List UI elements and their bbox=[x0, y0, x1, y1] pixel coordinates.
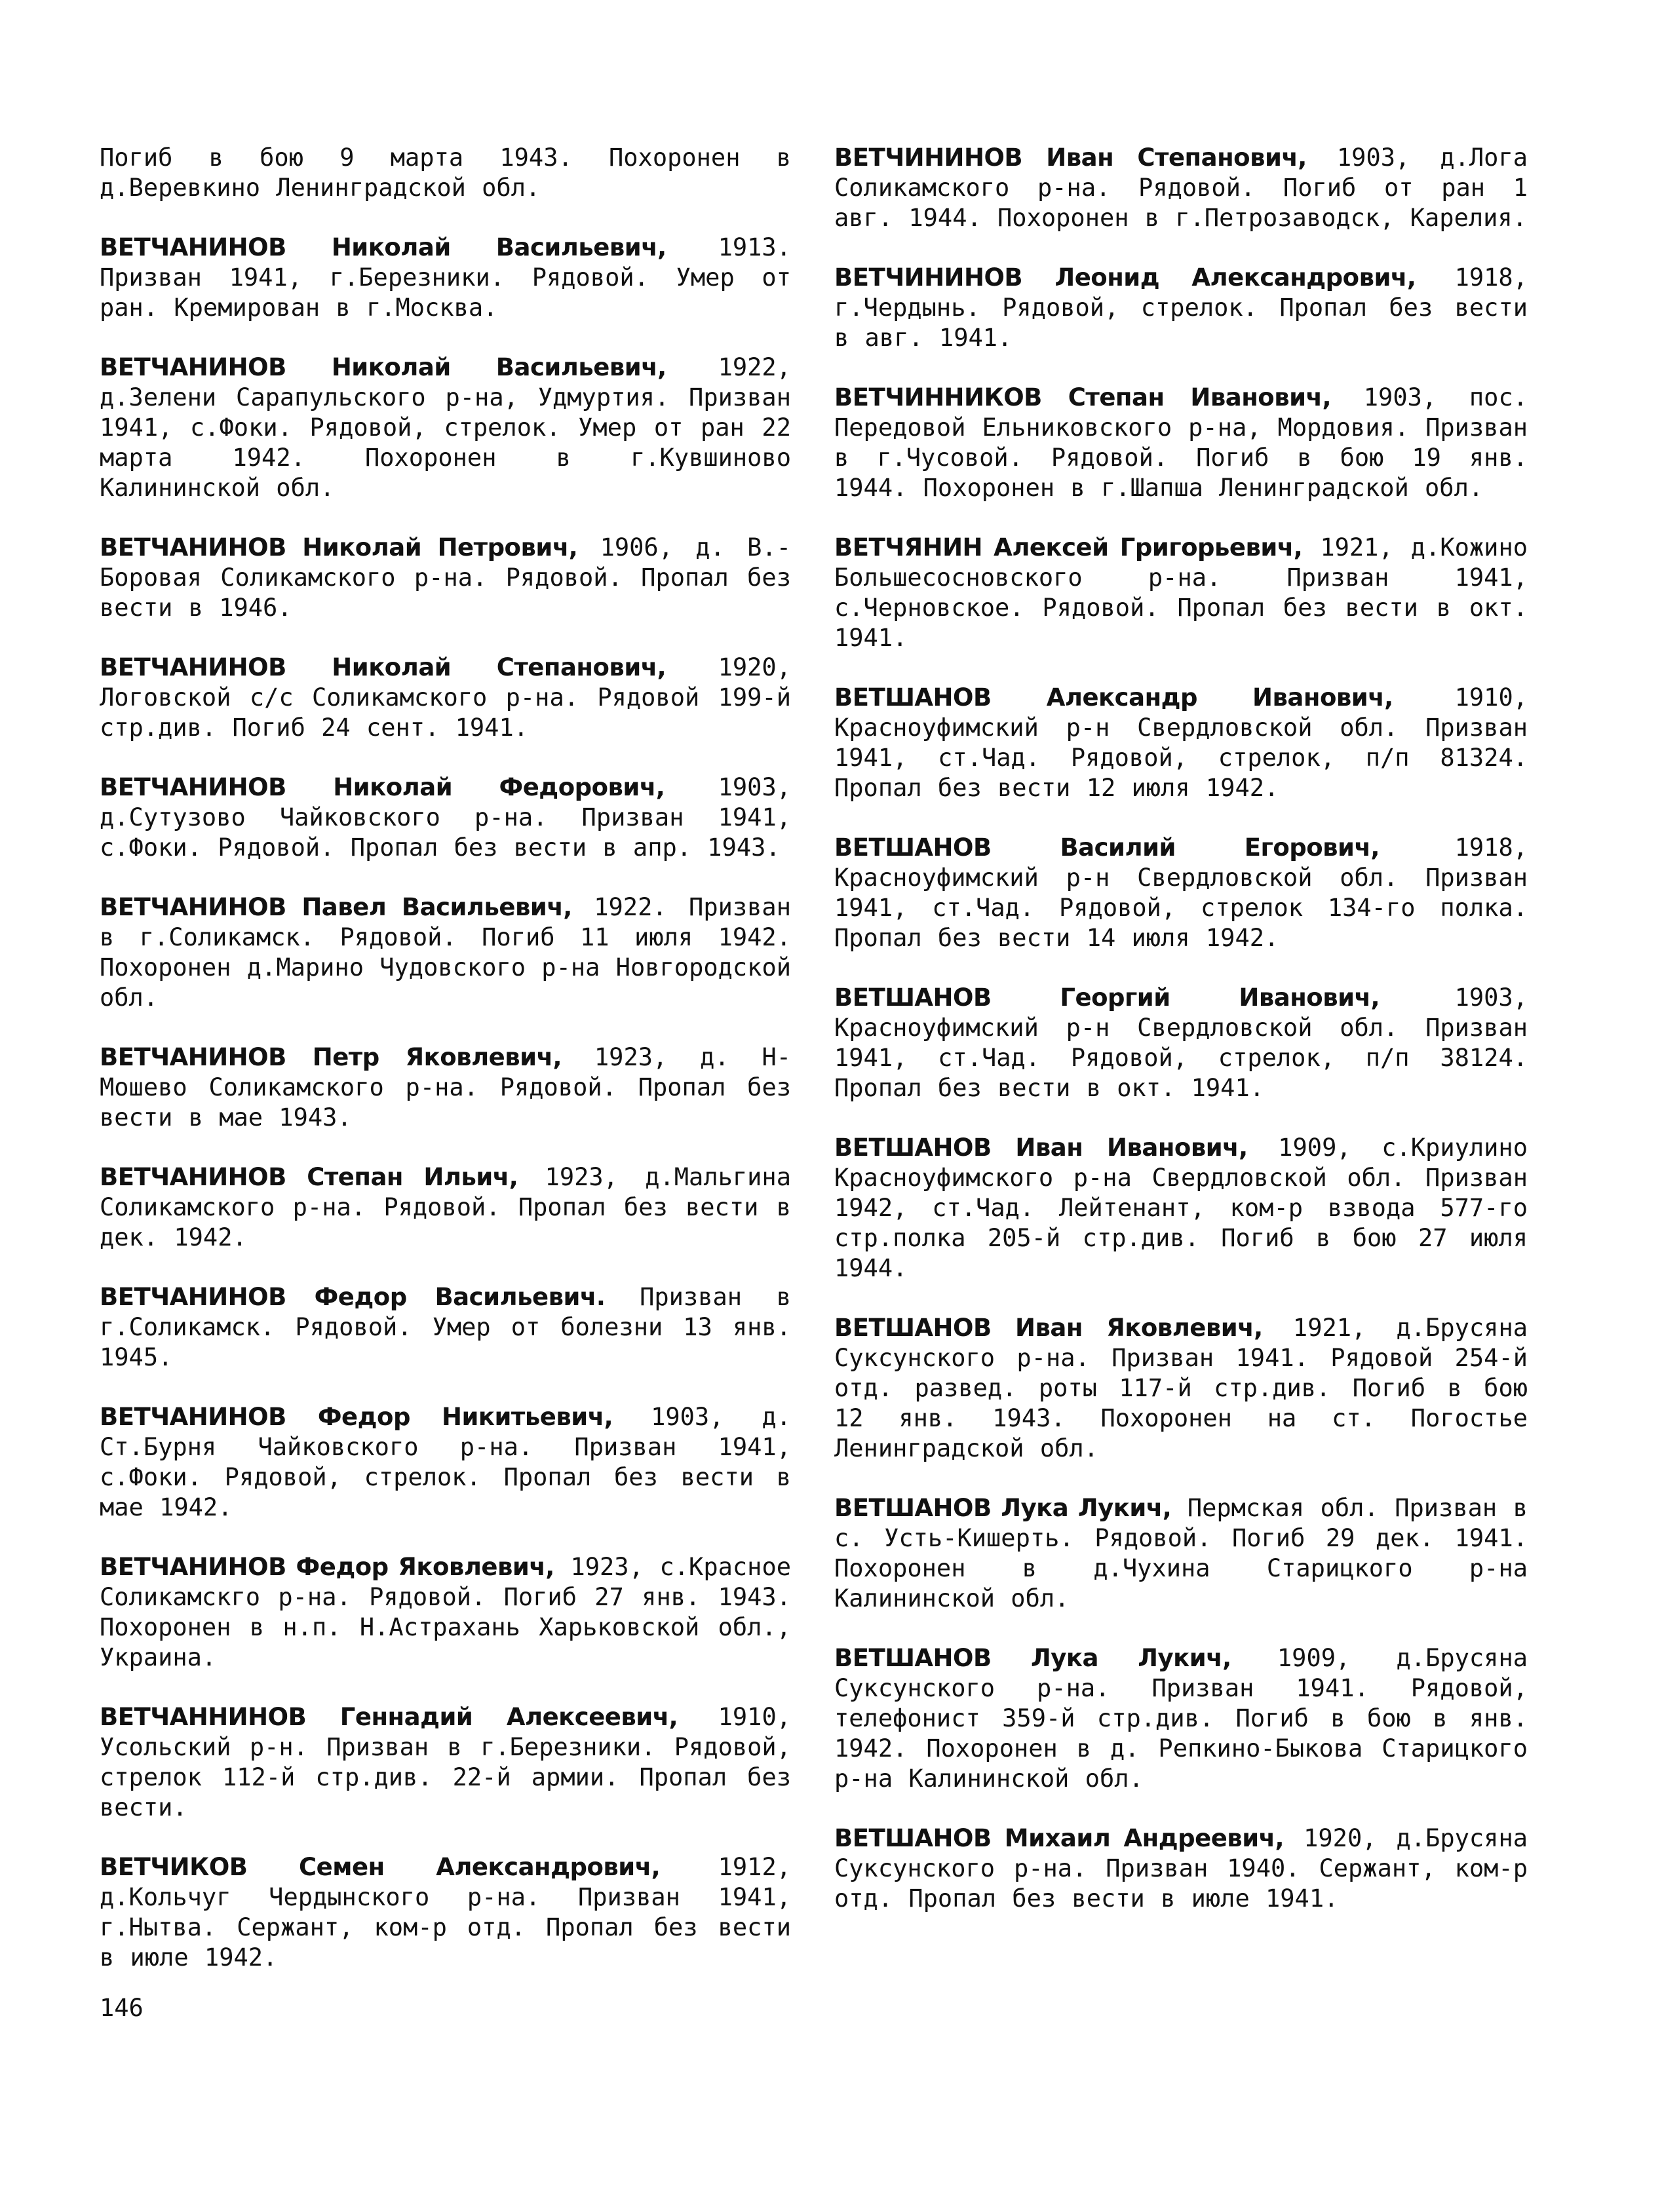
entry-name: ВЕТЧИКОВ Семен Александрович, bbox=[100, 1853, 661, 1881]
entry-name: ВЕТЧАНИНОВ Федор Васильевич. bbox=[100, 1283, 606, 1311]
entry-text: 1918, Красноуфимский р-н Свердловской обл. Призван 1941, ст.Чад. Рядовой, стрелок 134-го полка. Пропал без вести 14 июля 1942. bbox=[834, 833, 1528, 952]
entry-name: ВЕТЧАННИНОВ Геннадий Алексеевич, bbox=[100, 1703, 678, 1731]
entry-text: 1923, д.Мальгина Соликамского р-на. Рядовой. Пропал без вести в дек. 1942. bbox=[100, 1163, 791, 1251]
entry-name: ВЕТЧЯНИН Алексей Григорьевич, bbox=[834, 533, 1303, 562]
entry bbox=[100, 1042, 791, 1133]
entry-text: Погиб в бою 9 марта 1943. Похоронен в д.Веревкино Ленинградской обл. bbox=[100, 143, 791, 202]
entry-name: ВЕТШАНОВ Лука Лукич, bbox=[834, 1494, 1172, 1522]
entry bbox=[100, 353, 791, 503]
entry-name: ВЕТЧАНИНОВ Павел Васильевич, bbox=[100, 893, 572, 921]
entry-text: 1920, д.Брусяна Суксунского р-на. Призван 1940. Сержант, ком-р отд. Пропал без вести в июле 1941. bbox=[834, 1824, 1528, 1913]
entry bbox=[834, 383, 1528, 503]
entry-text: 1903, д. Ст.Бурня Чайковского р-на. Призван 1941, с.Фоки. Рядовой, стрелок. Пропал без вести в мае 1942. bbox=[100, 1403, 791, 1521]
entry-name: ВЕТШАНОВ Михаил Андреевич, bbox=[834, 1824, 1285, 1852]
entry-name: ВЕТЧАНИНОВ Николай Васильевич, bbox=[100, 353, 667, 381]
page-number: 146 bbox=[100, 1994, 144, 2022]
entry-text: 1906, д. В.-Боровая Соликамского р-на. Рядовой. Пропал без вести в 1946. bbox=[100, 533, 791, 622]
entry-text: 1922. Призван в г.Соликамск. Рядовой. Погиб 11 июля 1942. Похоронен д.Марино Чудовского р-на Новгородской обл. bbox=[100, 893, 791, 1012]
entry bbox=[100, 1162, 791, 1253]
entry bbox=[834, 983, 1528, 1103]
entry bbox=[100, 772, 791, 863]
entry-text: Пермская обл. Призван в с. Усть-Кишерть. Рядовой. Погиб 29 дек. 1941. Похоронен в д.Чухина Старицкого р-на Калининской обл. bbox=[834, 1494, 1528, 1612]
entry-name: ВЕТЧАНИНОВ Николай Степанович, bbox=[100, 653, 667, 681]
entry bbox=[100, 1702, 791, 1823]
entry bbox=[834, 1493, 1528, 1614]
entry-text: 1920, Логовской с/с Соликамского р-на. Рядовой 199-й стр.див. Погиб 24 сент. 1941. bbox=[100, 653, 791, 742]
entry-text: 1918, г.Чердынь. Рядовой, стрелок. Пропал без вести в авг. 1941. bbox=[834, 263, 1528, 352]
entry bbox=[834, 1313, 1528, 1464]
entry-name: ВЕТЧИНИНОВ Иван Степанович, bbox=[834, 143, 1307, 172]
entry-text: Призван в г.Соликамск. Рядовой. Умер от болезни 13 янв. 1945. bbox=[100, 1283, 791, 1371]
entry-name: ВЕТЧАНИНОВ Николай Федорович, bbox=[100, 773, 665, 801]
entry-text: 1921, д.Кожино Большесосновского р-на. Призван 1941, с.Черновское. Рядовой. Пропал без вести в окт. 1941. bbox=[834, 533, 1528, 652]
entry-name: ВЕТШАНОВ Иван Иванович, bbox=[834, 1134, 1248, 1162]
entry bbox=[834, 263, 1528, 353]
entry bbox=[100, 1402, 791, 1523]
entry bbox=[100, 533, 791, 623]
entry-text: 1910, Красноуфимский р-н Свердловской обл. Призван 1941, ст.Чад. Рядовой, стрелок, п/п 81324. Пропал без вести 12 июля 1942. bbox=[834, 683, 1528, 802]
entry-name: ВЕТШАНОВ Георгий Иванович, bbox=[834, 983, 1380, 1012]
entry-name: ВЕТШАНОВ Александр Иванович, bbox=[834, 683, 1393, 712]
entry-text: 1921, д.Брусяна Суксунского р-на. Призван 1941. Рядовой 254-й отд. развед. роты 117-й стр.див. Погиб в бою 12 янв. 1943. Похоронен на ст. Погостье Ленинградской обл. bbox=[834, 1314, 1528, 1462]
entry-text: 1909, д.Брусяна Суксунского р-на. Призван 1941. Рядовой, телефонист 359-й стр.див. Погиб в бою в янв. 1942. Похоронен в д. Репкино-Быкова Старицкого р-на Калининской обл. bbox=[834, 1644, 1528, 1793]
entry-text: 1903, Красноуфимский р-н Свердловской обл. Призван 1941, ст.Чад. Рядовой, стрелок, п/п 38124. Пропал без вести в окт. 1941. bbox=[834, 983, 1528, 1102]
entry-name: ВЕТЧАНИНОВ Степан Ильич, bbox=[100, 1163, 518, 1191]
entry-text: 1903, д.Лога Соликамского р-на. Рядовой. Погиб от ран 1 авг. 1944. Похоронен в г.Петрозаводск, Карелия. bbox=[834, 143, 1528, 232]
entry bbox=[834, 683, 1528, 803]
entry-name: ВЕТЧАНИНОВ Федор Никитьевич, bbox=[100, 1403, 613, 1431]
entry-text: 1922, д.Зелени Сарапульского р-на, Удмуртия. Призван 1941, с.Фоки. Рядовой, стрелок. Умер от ран 22 марта 1942. Похоронен в г.Кувшиново Калининской обл. bbox=[100, 353, 791, 502]
entry bbox=[100, 143, 791, 203]
entry bbox=[834, 1133, 1528, 1284]
entry-name: ВЕТЧАНИНОВ Петр Яковлевич, bbox=[100, 1043, 562, 1071]
entry-text: 1909, с.Криулино Красноуфимского р-на Свердловской обл. Призван 1942, ст.Чад. Лейтенант, ком-р взвода 577-го стр.полка 205-й стр.див. Погиб в бою 27 июля 1944. bbox=[834, 1134, 1528, 1282]
entry-name: ВЕТЧАНИНОВ Николай Петрович, bbox=[100, 533, 578, 562]
entry bbox=[834, 1823, 1528, 1914]
entry-text: 1923, д. Н-Мошево Соликамского р-на. Рядовой. Пропал без вести в мае 1943. bbox=[100, 1043, 792, 1132]
entry-text: 1913. Призван 1941, г.Березники. Рядовой. Умер от ран. Кремирован в г.Москва. bbox=[100, 233, 791, 322]
entry-name: ВЕТЧИНИНОВ Леонид Александрович, bbox=[834, 263, 1416, 292]
entry bbox=[100, 1282, 791, 1373]
entry-text: 1910, Усольский р-н. Призван в г.Березники. Рядовой, стрелок 112-й стр.див. 22-й армии. Пропал без вести. bbox=[100, 1703, 792, 1821]
entry-name: ВЕТЧИННИКОВ Степан Иванович, bbox=[834, 383, 1332, 411]
entry-name: ВЕТШАНОВ Василий Егорович, bbox=[834, 833, 1380, 862]
entry-name: ВЕТШАНОВ Иван Яковлевич, bbox=[834, 1314, 1263, 1342]
entry bbox=[100, 233, 791, 323]
left-column bbox=[100, 143, 791, 2002]
entry bbox=[834, 833, 1528, 953]
entry-text: 1903, д.Сутузово Чайковского р-на. Призван 1941, с.Фоки. Рядовой. Пропал без вести в апр. 1943. bbox=[100, 773, 792, 862]
entry-name: ВЕТЧАНИНОВ Николай Васильевич, bbox=[100, 233, 667, 261]
entry-text: 1923, с.Красное Соликамскго р-на. Рядовой. Погиб 27 янв. 1943. Похоронен в н.п. Н.Астрахань Харьковской обл., Украина. bbox=[100, 1553, 791, 1671]
entry bbox=[834, 1643, 1528, 1794]
entry-name: ВЕТШАНОВ Лука Лукич, bbox=[834, 1644, 1231, 1672]
entry bbox=[834, 533, 1528, 653]
entry bbox=[100, 892, 791, 1013]
entry-text: 1903, пос. Передовой Ельниковского р-на, Мордовия. Призван в г.Чусовой. Рядовой. Погиб в бою 19 янв. 1944. Похоронен в г.Шапша Ленинградской обл. bbox=[834, 383, 1528, 502]
entry bbox=[100, 1852, 791, 1973]
entry-text: 1912, д.Кольчуг Чердынского р-на. Призван 1941, г.Нытва. Сержант, ком-р отд. Пропал без вести в июле 1942. bbox=[100, 1853, 791, 1972]
right-column bbox=[834, 143, 1528, 1943]
entry-name: ВЕТЧАНИНОВ Федор Яковлевич, bbox=[100, 1553, 554, 1581]
entry bbox=[834, 143, 1528, 233]
entry bbox=[100, 1552, 791, 1673]
entry bbox=[100, 653, 791, 743]
